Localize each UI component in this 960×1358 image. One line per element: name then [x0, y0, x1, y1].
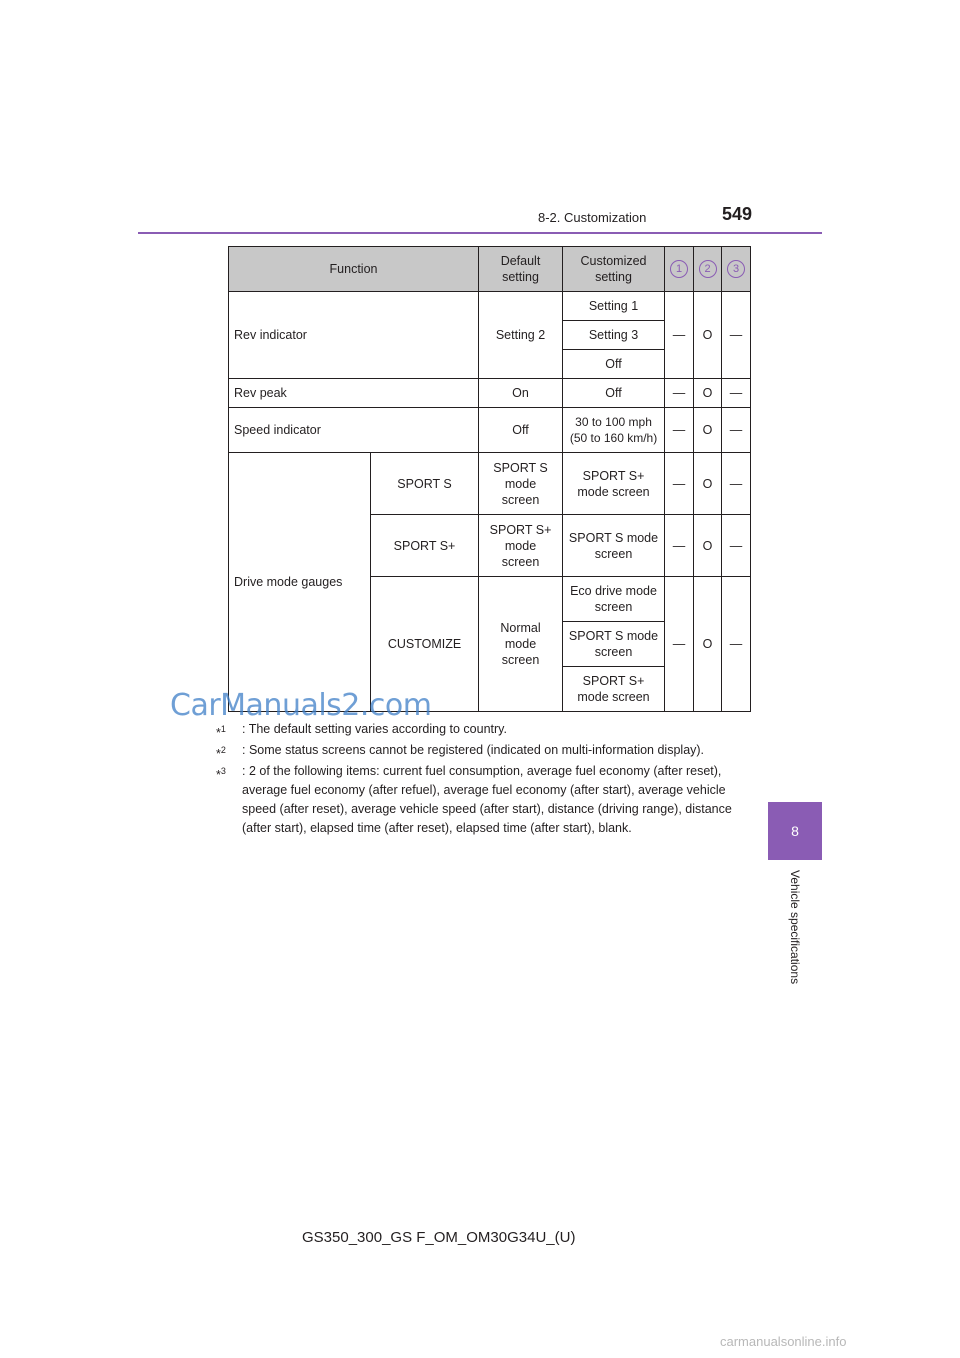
- customize-option: Eco drive mode screen: [563, 577, 665, 622]
- table-row: [229, 453, 751, 515]
- customize-option: SPORT S+ mode screen: [563, 667, 665, 712]
- rev-indicator-option: Setting 1: [563, 292, 665, 321]
- site-watermark: carmanualsonline.info: [720, 1334, 847, 1349]
- sport-s-c1: —: [665, 453, 694, 515]
- customize-default: Normal mode screen: [479, 577, 563, 712]
- rev-indicator-option: Off: [563, 350, 665, 379]
- sport-s-plus-c2: O: [694, 515, 722, 577]
- circle-3-icon: 3: [727, 260, 745, 278]
- sport-s-default: SPORT S mode screen: [479, 453, 563, 515]
- table-row: [229, 408, 751, 453]
- table-row: [229, 379, 751, 408]
- drive-mode-sport-s: SPORT S: [371, 453, 479, 515]
- customize-option: SPORT S mode screen: [563, 622, 665, 667]
- header-default: Default setting: [479, 247, 563, 292]
- speed-indicator-custom: 30 to 100 mph (50 to 160 km/h): [563, 408, 665, 453]
- footnote: *$^3$ : 2 of the following items: current fuel consumption, average fuel economy (after reset), average fuel economy (after refuel), average fuel economy (after start), average vehicle speed (after reset), average vehicle speed (after start), distance (driving range), distance (after start), elapsed time (after reset), elapsed time (after start), blank.: [216, 764, 732, 835]
- table-header-row: [229, 247, 751, 292]
- customize-c2: O: [694, 577, 722, 712]
- speed-indicator-function: Speed indicator: [229, 408, 479, 453]
- header-col-1: [665, 247, 694, 292]
- speed-indicator-c1: —: [665, 408, 694, 453]
- header-col-2: [694, 247, 722, 292]
- rev-peak-c3: —: [722, 379, 751, 408]
- rev-peak-function: Rev peak: [229, 379, 479, 408]
- sport-s-plus-custom: SPORT S mode screen: [563, 515, 665, 577]
- section-title: 8-2. Customization: [538, 210, 647, 225]
- speed-indicator-c3: —: [722, 408, 751, 453]
- drive-mode-function: Drive mode gauges: [229, 453, 371, 712]
- rev-indicator-function: Rev indicator: [229, 292, 479, 379]
- customize-c1: —: [665, 577, 694, 712]
- drive-mode-sport-s-plus: SPORT S+: [371, 515, 479, 577]
- rev-indicator-option: Setting 3: [563, 321, 665, 350]
- rev-peak-c1: —: [665, 379, 694, 408]
- chapter-tab[interactable]: 8: [768, 802, 822, 860]
- header-col-3: [722, 247, 751, 292]
- rev-indicator-default: Setting 2: [479, 292, 563, 379]
- page-number: 549: [722, 204, 753, 224]
- table-row: [229, 292, 751, 321]
- sport-s-c2: O: [694, 453, 722, 515]
- document-id: GS350_300_GS F_OM_OM30G34U_(U): [302, 1229, 576, 1246]
- header-divider: [138, 232, 822, 234]
- footnote: *$^2$ : Some status screens cannot be registered (indicated on multi-information display).: [216, 743, 705, 762]
- rev-peak-custom: Off: [563, 379, 665, 408]
- header-customized: Customized setting: [563, 247, 665, 292]
- footnote: *$^1$ : The default setting varies according to country.: [216, 722, 507, 741]
- header-function: Function: [229, 247, 479, 292]
- drive-mode-customize: CUSTOMIZE: [371, 577, 479, 712]
- footnotes: [216, 720, 746, 840]
- rev-indicator-c2: O: [694, 292, 722, 379]
- watermark-logo: CarManuals2.com: [170, 688, 432, 723]
- sport-s-plus-c1: —: [665, 515, 694, 577]
- speed-indicator-default: Off: [479, 408, 563, 453]
- rev-indicator-c3: —: [722, 292, 751, 379]
- speed-indicator-c2: O: [694, 408, 722, 453]
- sport-s-c3: —: [722, 453, 751, 515]
- chapter-title: Vehicle specifications: [788, 870, 802, 985]
- customize-c3: —: [722, 577, 751, 712]
- rev-peak-c2: O: [694, 379, 722, 408]
- sport-s-plus-c3: —: [722, 515, 751, 577]
- sport-s-custom: SPORT S+ mode screen: [563, 453, 665, 515]
- rev-indicator-c1: —: [665, 292, 694, 379]
- rev-peak-default: On: [479, 379, 563, 408]
- sport-s-plus-default: SPORT S+ mode screen: [479, 515, 563, 577]
- circle-2-icon: 2: [699, 260, 717, 278]
- circle-1-icon: 1: [670, 260, 688, 278]
- customization-table: [228, 246, 751, 712]
